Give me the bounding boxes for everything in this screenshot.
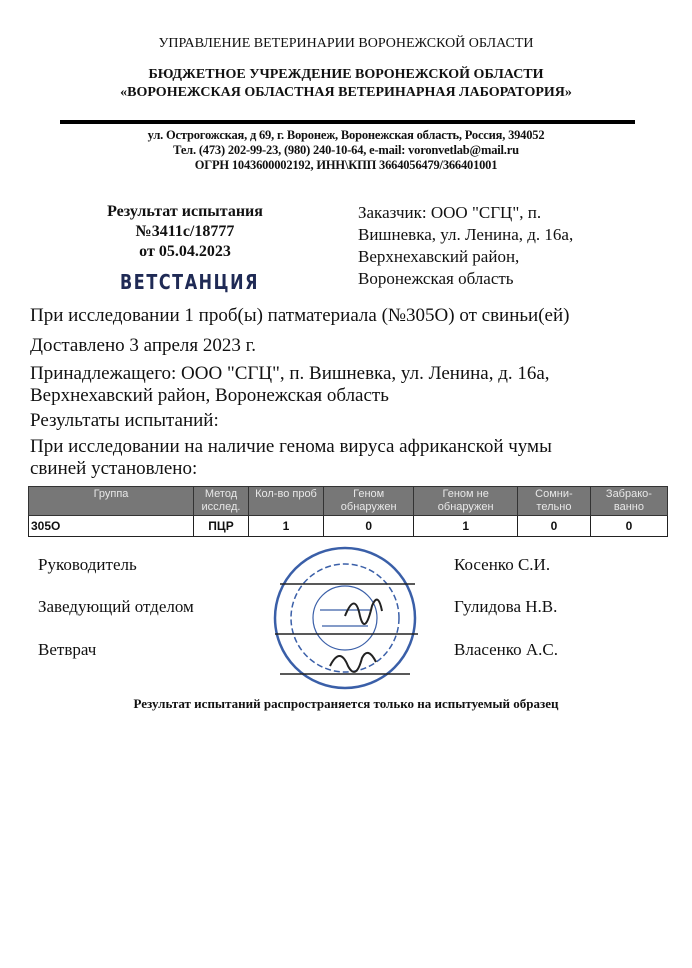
- customer-line: Заказчик: ООО "СГЦ", п.: [358, 203, 542, 222]
- header-rule: [60, 120, 635, 124]
- customer-line: Воронежская область: [358, 269, 514, 288]
- col-detected: Геном обнаружен: [324, 487, 414, 516]
- col-count: Кол-во проб: [249, 487, 324, 516]
- col-rejected: Забрако-ванно: [590, 487, 667, 516]
- owner-line2: Верхнехавский район, Воронежская область: [30, 385, 389, 406]
- org-name: [0, 66, 692, 102]
- role-vet: Ветврач: [38, 640, 97, 659]
- results-label: Результаты испытаний:: [30, 410, 219, 431]
- finding-line1: При исследовании на наличие генома вируса африканской чумы: [30, 436, 552, 457]
- name-vet: Власенко А.С.: [454, 640, 559, 659]
- table-header-row: [29, 487, 668, 516]
- col-method: Метод исслед.: [194, 487, 249, 516]
- org-contacts: [0, 128, 692, 173]
- cell-rejected: 0: [590, 516, 667, 537]
- owner-line1: Принадлежащего: ООО "СГЦ", п. Вишневка, ул. Ленина, д. 16а,: [30, 363, 550, 384]
- lab-seal-stamp: [250, 546, 440, 690]
- cell-group: 305О: [29, 516, 194, 537]
- role-head: Руководитель: [38, 555, 137, 574]
- result-date: от 05.04.2023: [139, 243, 231, 260]
- signature-scribble: [330, 653, 376, 672]
- finding-line2: свиней установлено:: [30, 458, 198, 479]
- customer-line: Верхнехавский район,: [358, 247, 520, 266]
- customer-line: Вишневка, ул. Ленина, д. 16а,: [358, 225, 574, 244]
- cell-detected: 0: [324, 516, 414, 537]
- result-number: №3411с/18777: [135, 223, 235, 240]
- col-not-detected: Геном не обнаружен: [414, 487, 518, 516]
- cell-doubtful: 0: [518, 516, 591, 537]
- org-line1: БЮДЖЕТНОЕ УЧРЕЖДЕНИЕ ВОРОНЕЖСКОЙ ОБЛАСТИ: [148, 67, 544, 82]
- col-group: Группа: [29, 487, 194, 516]
- cell-count: 1: [249, 516, 324, 537]
- name-department-head: Гулидова Н.В.: [454, 597, 558, 616]
- result-block: [60, 202, 310, 262]
- footer-note: Результат испытаний распространяется только на испытуемый образец: [133, 696, 559, 711]
- name-head: Косенко С.И.: [454, 555, 551, 574]
- results-table: [28, 486, 668, 537]
- result-title: Результат испытания: [107, 203, 263, 220]
- authority-header: УПРАВЛЕНИЕ ВЕТЕРИНАРИИ ВОРОНЕЖСКОЙ ОБЛАСТИ: [158, 36, 534, 51]
- org-line2: «ВОРОНЕЖСКАЯ ОБЛАСТНАЯ ВЕТЕРИНАРНАЯ ЛАБОРАТОРИЯ»: [120, 85, 572, 100]
- cell-not-detected: 1: [414, 516, 518, 537]
- role-department-head: Заведующий отделом: [38, 597, 194, 616]
- col-doubtful: Сомни-тельно: [518, 487, 591, 516]
- address: ул. Острогожская, д 69, г. Воронеж, Воронежская область, Россия, 394052: [147, 128, 545, 142]
- customer-block: [358, 202, 678, 290]
- contacts: Тел. (473) 202-99-23, (980) 240-10-64, e-mail: voronvetlab@mail.ru: [173, 143, 519, 157]
- registration-ids: ОГРН 1043600002192, ИНН\КПП 3664056479/366401001: [194, 158, 498, 172]
- sample-info: При исследовании 1 проб(ы) патматериала (№305О) от свиньи(ей): [30, 305, 570, 326]
- delivery-date: Доставлено 3 апреля 2023 г.: [30, 335, 257, 356]
- table-row: [29, 516, 668, 537]
- station-stamp: ВЕТСТАНЦИЯ: [120, 270, 260, 294]
- cell-method: ПЦР: [194, 516, 249, 537]
